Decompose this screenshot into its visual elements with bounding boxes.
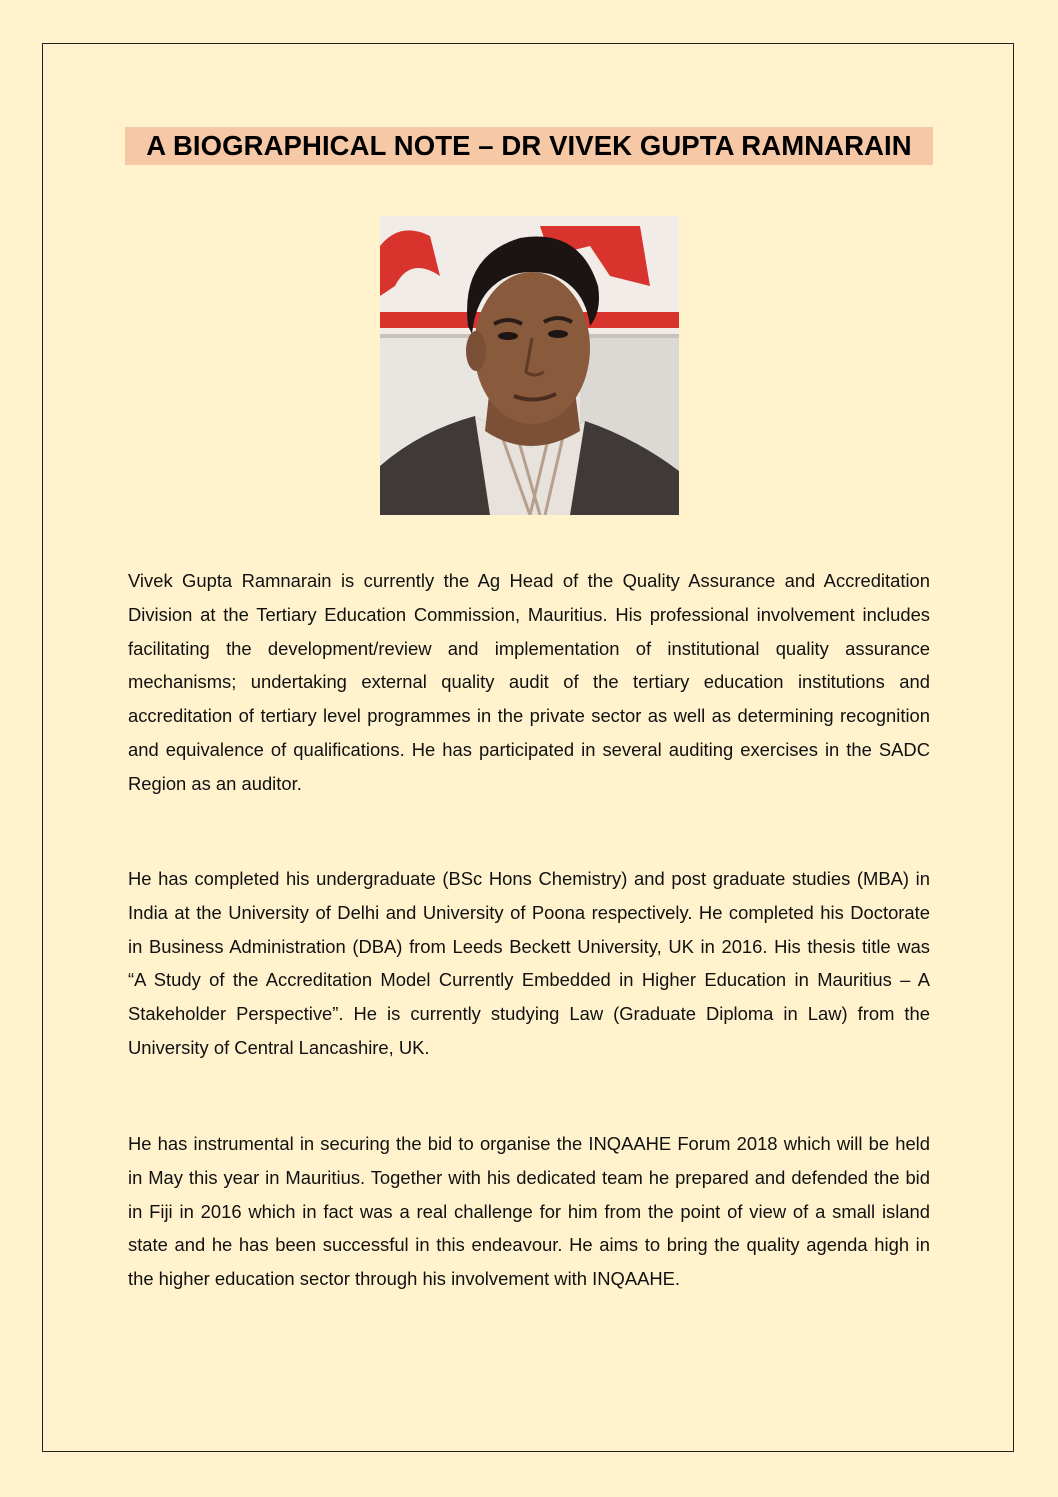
biography-paragraph-current-role: Vivek Gupta Ramnarain is currently the Ag Head of the Quality Assurance and Accreditation Division at the Tertiary Education Commission, Mauritius. His professional involvement includes facilitating the development/review and implementation of institutional quality assurance mechanisms; undertaking external quality audit of the tertiary education institutions and accreditation of tertiary level programmes in the private sector as well as determining recognition and equivalence of qualifications. He has participated in several auditing exercises in the SADC Region as an auditor. (128, 570, 930, 794)
biography-paragraph-inqaahe: He has instrumental in securing the bid to organise the INQAAHE Forum 2018 which will be held in May this year in Mauritius. Together with his dedicated team he prepared and defended the bid in Fiji in 2016 which in fact was a real challenge for him from the point of view of a small island state and he has been successful in this endeavour. He aims to bring the quality agenda high in the higher education sector through his involvement with INQAAHE. (128, 1133, 930, 1290)
page-title: A BIOGRAPHICAL NOTE – DR VIVEK GUPTA RAMNARAIN (125, 127, 933, 165)
portrait-illustration (380, 216, 679, 515)
portrait-photo (380, 216, 679, 515)
biography-paragraph-education: He has completed his undergraduate (BSc Hons Chemistry) and post graduate studies (MBA) in India at the University of Delhi and University of Poona respectively. He completed his Doctorate in Business Administration (DBA) from Leeds Beckett University, UK in 2016. His thesis title was “A Study of the Accreditation Model Currently Embedded in Higher Education in Mauritius – A Stakeholder Perspective”. He is currently studying Law (Graduate Diploma in Law) from the University of Central Lancashire, UK. (128, 868, 930, 1058)
